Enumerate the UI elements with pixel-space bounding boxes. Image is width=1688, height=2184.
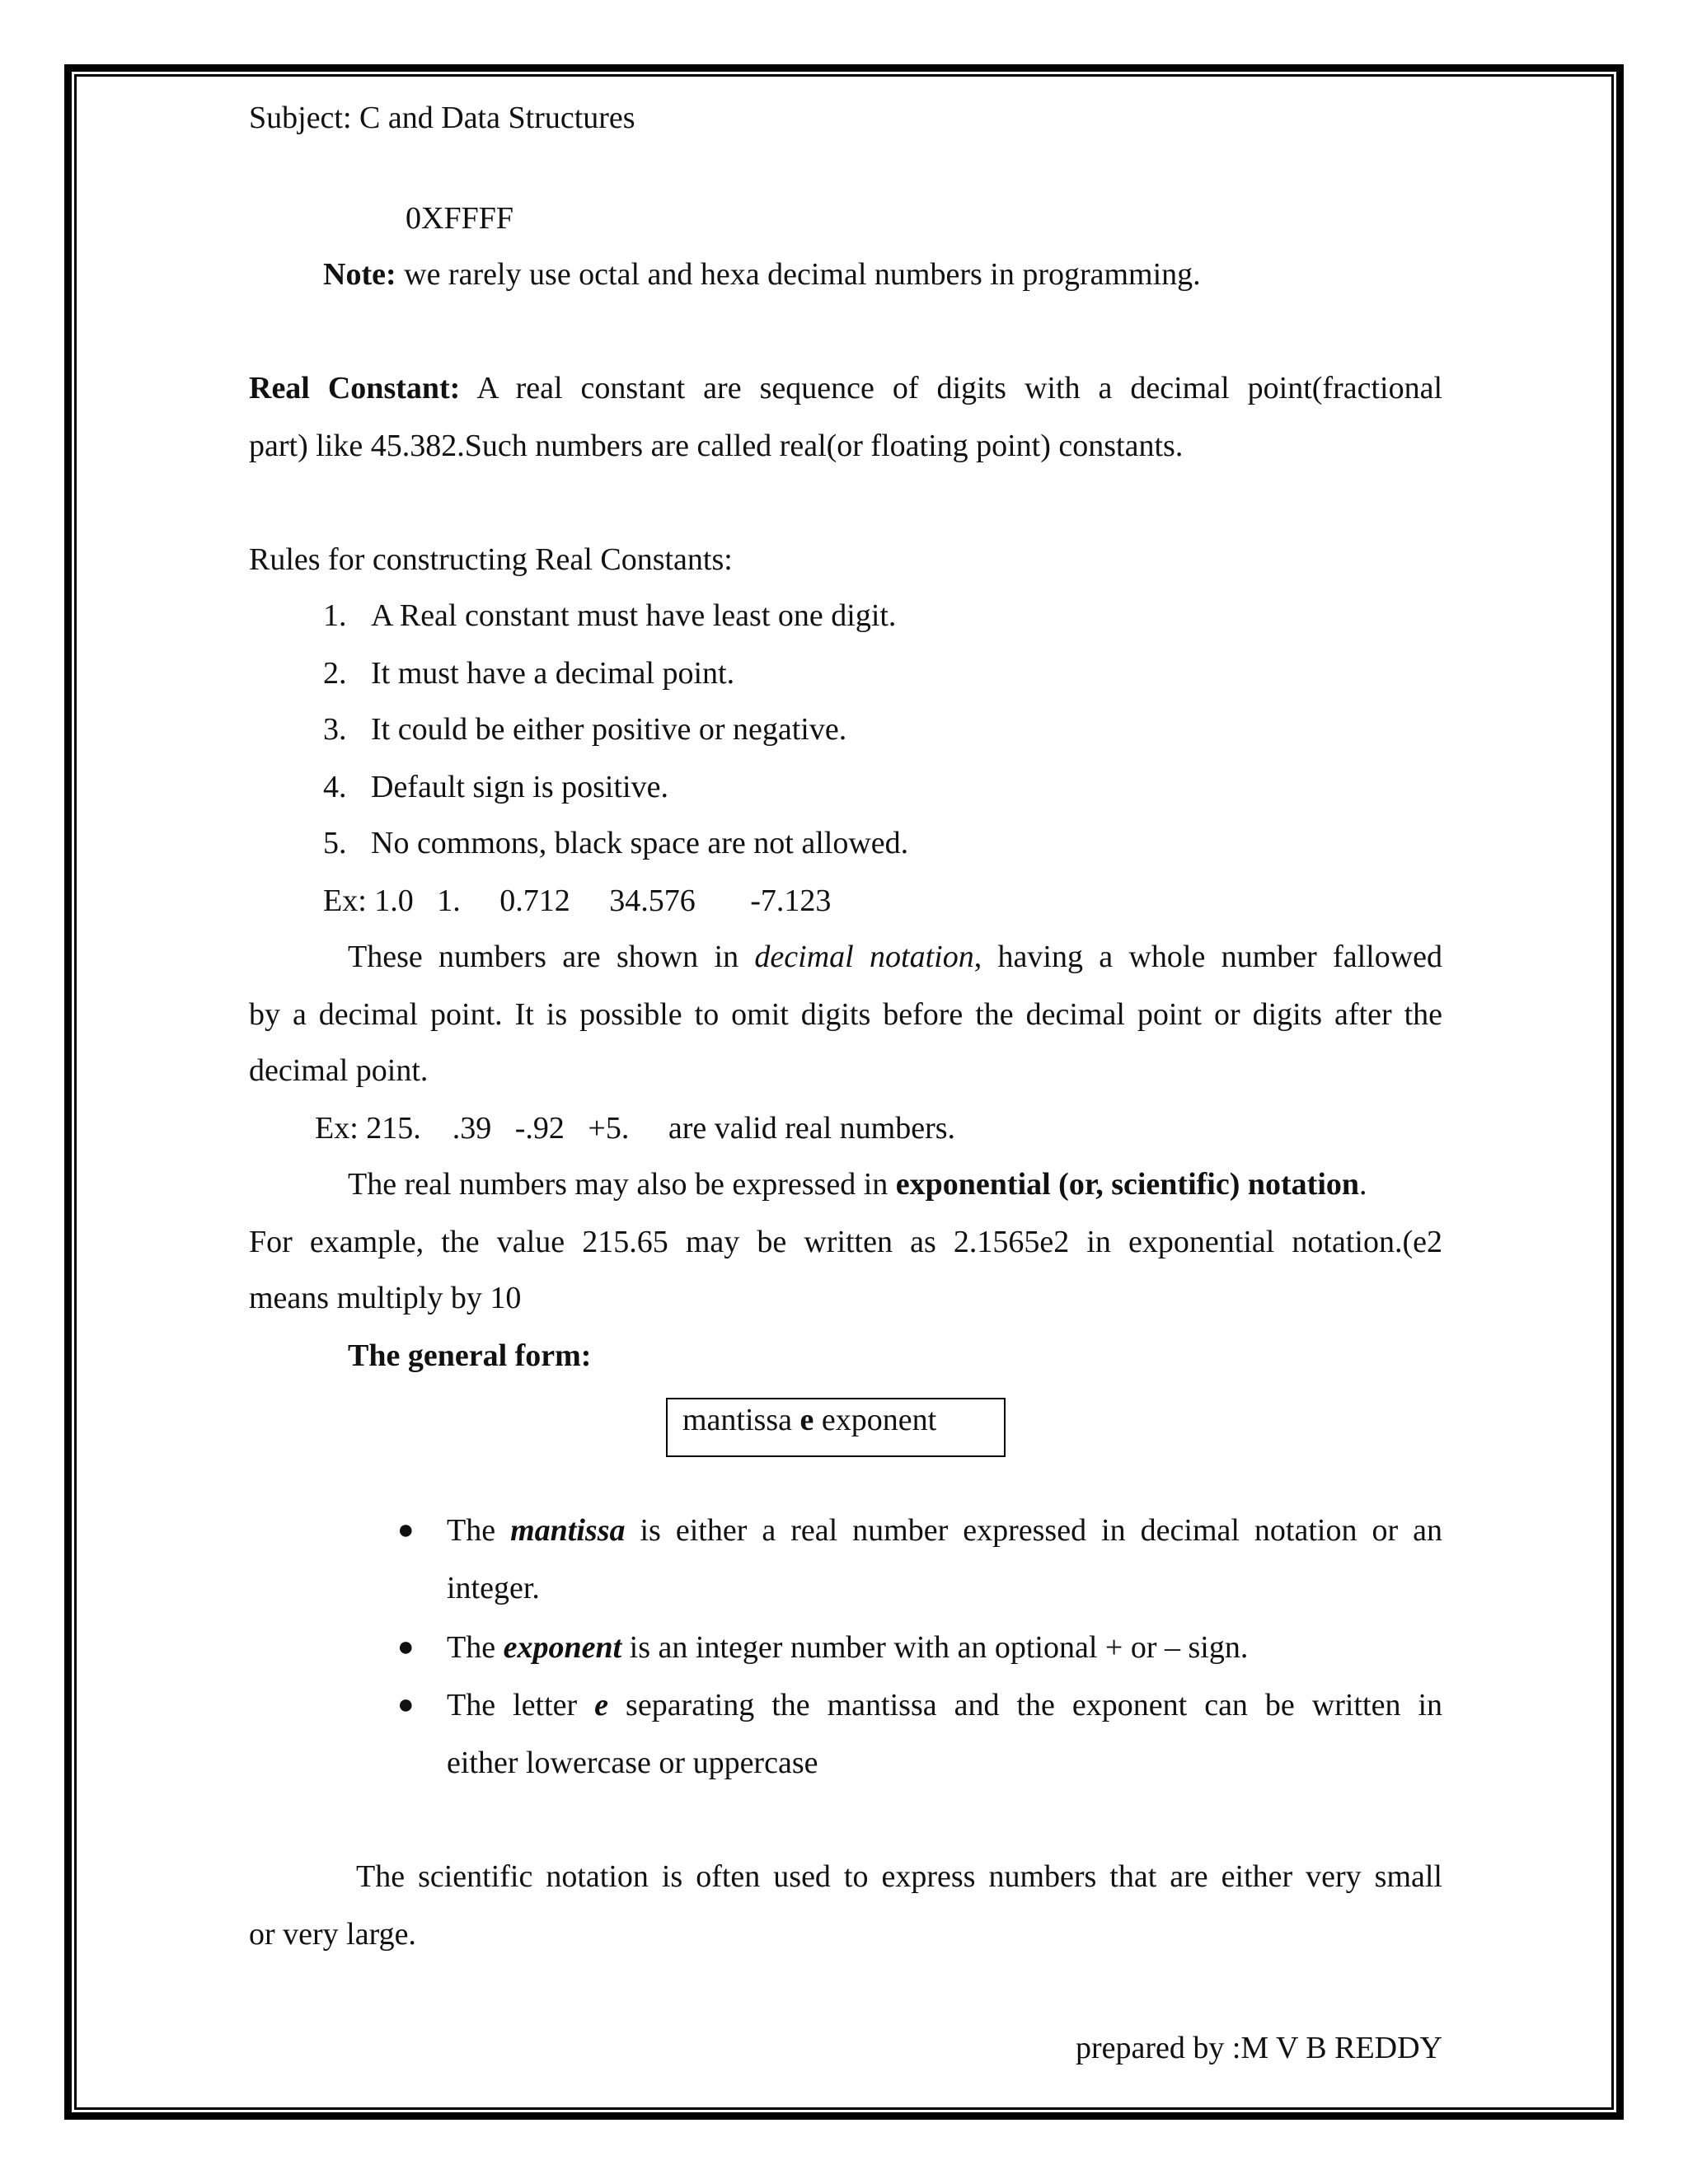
box-mantissa: mantissa [682,1403,800,1437]
note-text: we rarely use octal and hexa decimal numbers in programming. [396,257,1201,292]
hex-example: 0XFFFF [406,201,513,236]
rule-number: 2. [323,656,347,691]
rule-text: A Real constant must have least one digit. [371,598,897,633]
rule-number: 5. [323,826,347,860]
bullet-mantissa-line1 [447,1511,1442,1549]
bullet-icon: ● [397,1632,415,1662]
bullet-letter-e-line1 [447,1686,1442,1724]
real-constant-line2: part) like 45.382.Such numbers are called real(or floating point) constants. [249,429,1184,463]
rule-text: No commons, black space are not allowed. [371,826,909,860]
rule-text: Default sign is positive. [371,770,668,804]
general-form-box [666,1398,1006,1457]
rule-text: It must have a decimal point. [371,656,735,691]
bullet-text: separating the mantissa and the exponent can be written in [608,1688,1443,1722]
decimal-notation-line2: by a decimal point. It is possible to omit digits before the decimal point or digits after the [249,997,1442,1032]
bullet-letter-e-line2: either lowercase or uppercase [447,1746,818,1780]
bullet-term: e [594,1688,609,1722]
exp-pre: The real numbers may also be expressed in [348,1167,896,1202]
bullet-icon: ● [397,1690,415,1720]
example-real-values: Ex: 1.0 1. 0.712 34.576 -7.123 [323,883,832,918]
exponential-line1 [348,1165,1367,1203]
exponential-line2: For example, the value 215.65 may be written as 2.1565e2 in exponential notation.(e2 [249,1225,1442,1259]
exponential-line3: means multiply by 10 [249,1281,522,1315]
real-constant-line1 [249,369,1442,407]
rule-number: 3. [323,712,347,747]
real-constant-label: Real Constant: [249,371,461,405]
decimal-post: , having a whole number fallowed [973,940,1443,974]
bullet-mantissa-line2: integer. [447,1571,540,1605]
rule-number: 4. [323,770,347,804]
rule-item [323,710,846,748]
box-e: e [799,1403,814,1437]
exp-term: exponential (or, scientific) notation [895,1167,1360,1202]
note-line [323,255,1201,293]
bullet-icon: ● [397,1515,415,1545]
example-valid-real: Ex: 215. .39 -.92 +5. are valid real numbers. [315,1111,956,1146]
closing-line2: or very large. [249,1917,416,1952]
rule-text: It could be either positive or negative. [371,712,847,747]
bullet-term: mantissa [510,1513,626,1548]
bullet-pre: The letter [447,1688,595,1722]
bullet-pre: The [447,1630,504,1665]
subject-header: Subject: C and Data Structures [249,101,635,135]
rule-item [323,597,896,635]
bullet-text: is either a real number expressed in decimal notation or an [625,1513,1442,1548]
decimal-pre: These numbers are shown in [348,940,755,974]
rules-heading: Rules for constructing Real Constants: [249,542,733,577]
bullet-exponent-line1 [447,1629,1248,1666]
exp-post: . [1359,1167,1367,1202]
bullet-text: is an integer number with an optional + or – sign. [621,1630,1249,1665]
rule-item [323,824,908,862]
rule-number: 1. [323,598,347,633]
decimal-notation-line3: decimal point. [249,1053,429,1088]
decimal-notation-line1 [348,938,1442,976]
real-constant-text: A real constant are sequence of digits with a decimal point(fractional [460,371,1443,405]
bullet-term: exponent [503,1630,622,1665]
note-label: Note: [323,257,396,292]
footer-author: prepared by :M V B REDDY [1075,2031,1442,2065]
rule-item [323,768,668,806]
rule-item [323,654,734,692]
general-form-heading: The general form: [348,1338,592,1373]
bullet-pre: The [447,1513,511,1548]
box-exponent: exponent [814,1403,937,1437]
decimal-notation-term: decimal notation [754,940,974,974]
general-form-label [348,1337,591,1375]
closing-line1: The scientific notation is often used to express numbers that are either very small [356,1859,1442,1894]
